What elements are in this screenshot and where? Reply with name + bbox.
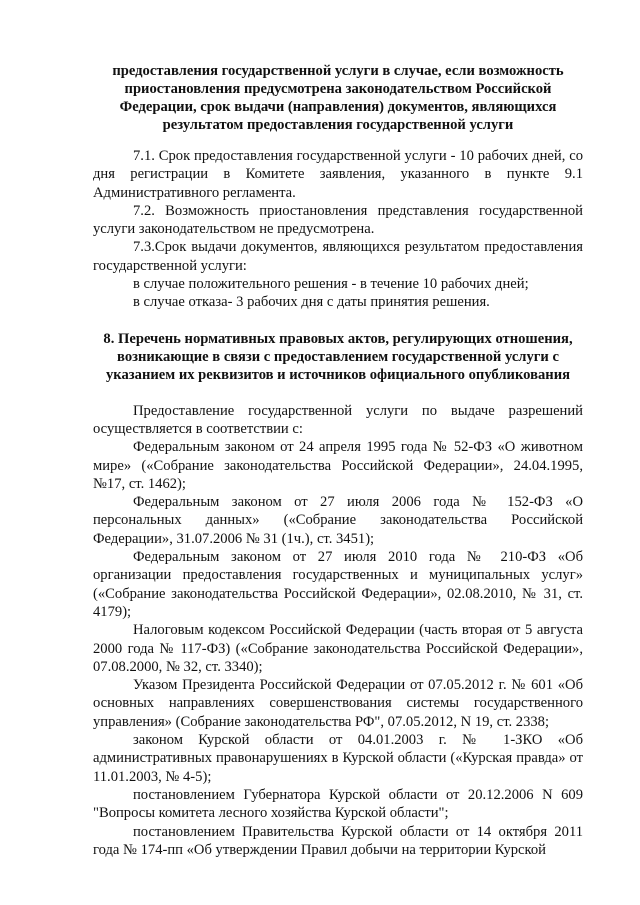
section-8-body [93, 402, 583, 859]
paragraph-7-3: 7.3.Срок выдачи документов, являющихся результатом предоставления государственной услуги: [93, 239, 583, 274]
spacer [93, 384, 583, 402]
paragraph-intro: Предоставление государственной услуги по выдаче разрешений осуществляется в соответствии с: [93, 402, 583, 437]
paragraph-7-2: 7.2. Возможность приостановления представления государственной услуги законодательством не предусмотрена. [93, 202, 583, 238]
act-item: Указом Президента Российской Федерации от 07.05.2012 г. № 601 «Об основных направлениях совершенствования системы государственного управления» (Собрание законодательства РФ", 07.05.2012, N 19, ст. 2338; [93, 677, 583, 730]
heading-line: предоставления государственной услуги в случае, если возможность [112, 63, 564, 79]
act-item: Федеральным законом от 27 июля 2010 года № 210-ФЗ «Об организации предоставления государственных и муниципальных услуг» («Собрание законодательства Российской Федерации», 02.08.2010, № 31, ст. 4179); [93, 549, 583, 620]
act-item: постановлением Губернатора Курской области от 20.12.2006 N 609 "Вопросы комитета лесного хозяйства Курской области"; [93, 786, 583, 822]
spacer [93, 312, 583, 330]
heading-line: Федерации, срок выдачи (направления) документов, являющихся [119, 99, 557, 115]
heading-line: приостановления предусмотрена законодательством Российской [124, 81, 552, 97]
act-item: законом Курской области от 04.01.2003 г. № 1-ЗКО «Об административных правонарушениях в Курской области («Курская правда» от 11.01.2003, № 4-5); [93, 732, 583, 785]
heading-line: результатом предоставления государственной услуги [162, 117, 514, 133]
spacer [93, 134, 583, 147]
act-item: Налоговым кодексом Российской Федерации (часть вторая от 5 августа 2000 года № 117-ФЗ) («Собрание законодательства Российской Федерации», 07.08.2000, № 32, ст. 3340); [93, 622, 583, 675]
section-8-heading [93, 330, 583, 384]
paragraph-7-1: 7.1. Срок предоставления государственной услуги - 10 рабочих дней, со дня регистрации в Комитете заявления, указанного в пункте 9.1 Административного регламента. [93, 148, 583, 201]
list-item: в случае положительного решения - в течение 10 рабочих дней; [133, 276, 529, 293]
act-item: постановлением Правительства Курской области от 14 октября 2011 года № 174-пп «Об утверждении Правил добычи на территории Курской [93, 823, 583, 858]
act-item: Федеральным законом от 27 июля 2006 года № 152-ФЗ «О персональных данных» («Собрание законодательства Российской Федерации», 31.07.2006 № 31 (1ч.), ст. 3451); [93, 494, 583, 547]
list-item: в случае отказа- 3 рабочих дня с даты принятия решения. [133, 294, 490, 311]
act-item: Федеральным законом от 24 апреля 1995 года № 52-ФЗ «О животном мире» («Собрание законодательства Российской Федерации», 24.04.1995, №17, ст. 1462); [93, 439, 583, 492]
heading-line: 8. Перечень нормативных правовых актов, регулирующих отношения, [103, 330, 573, 347]
section-7-body [93, 147, 583, 312]
heading-line: возникающие в связи с предоставлением государственной услуги с [117, 348, 559, 365]
section-7-heading [93, 62, 583, 134]
heading-line: указанием их реквизитов и источников официального опубликования [106, 366, 570, 383]
